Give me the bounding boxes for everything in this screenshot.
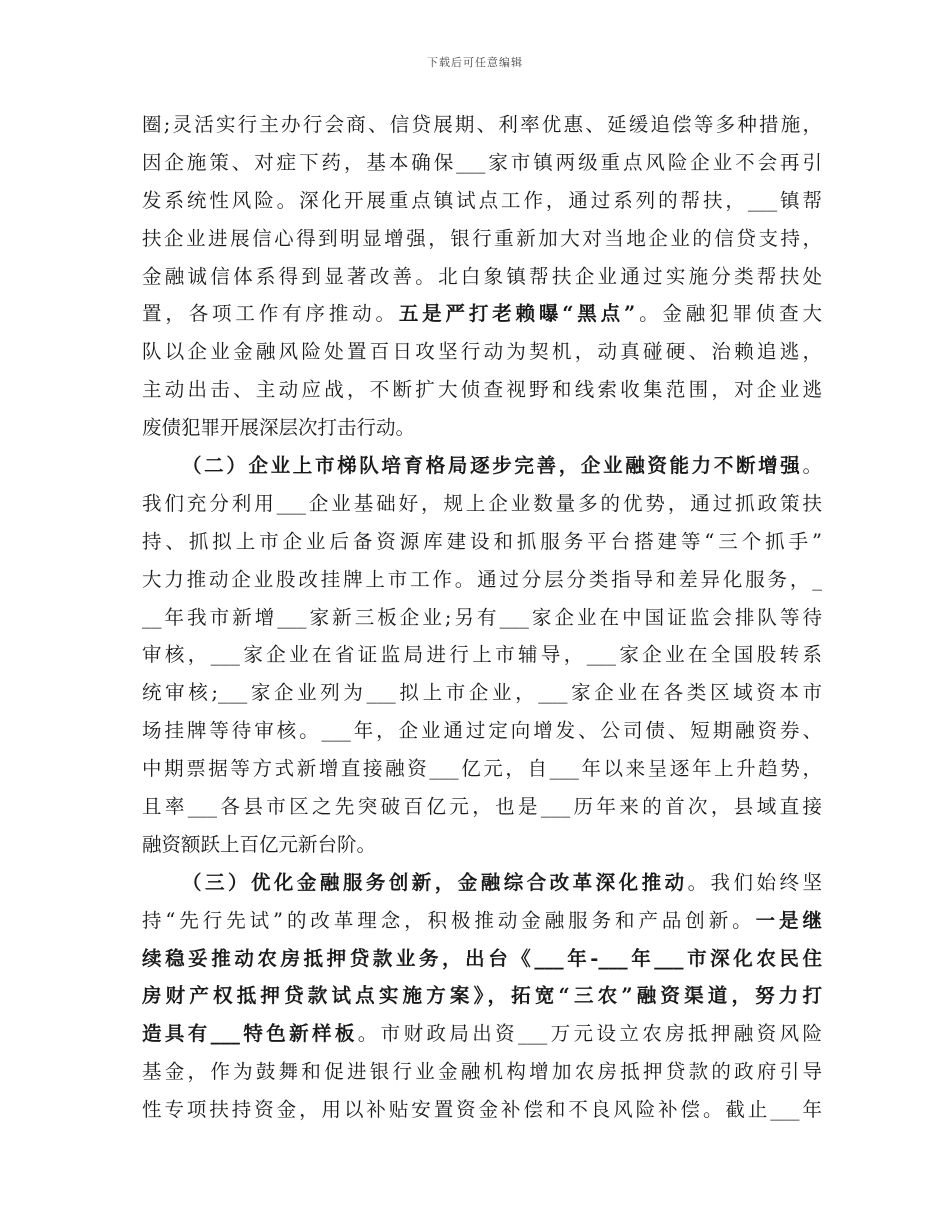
text-segment: 主动出击、主动应战，不断扩大侦查视野和线索收集范围，对企业逃 xyxy=(142,378,822,402)
text-segment: 废债犯罪开展深层次打击行动。 xyxy=(142,416,416,440)
text-line xyxy=(142,674,822,712)
bold-text-segment: 续稳妥推动农房抵押贷款业务，出台《___年-___年___市深化农民住 xyxy=(142,946,822,970)
text-segment: 融资额跃上百亿元新台阶。 xyxy=(142,832,377,856)
text-segment: 中期票据等方式新增直接融资___亿元，自___年以来呈逐年上升趋势， xyxy=(142,757,822,781)
text-segment: 。金融犯罪侦查大 xyxy=(635,302,822,326)
text-segment: 基金，作为鼓舞和促进银行业金融机构增加农房抵押贷款的政府引导 xyxy=(142,1060,822,1084)
bold-text-segment: 五是严打老赖曝“黑点” xyxy=(398,302,636,326)
text-segment: 我们充分利用___企业基础好，规上企业数量多的优势，通过抓政策扶 xyxy=(142,491,822,515)
text-line xyxy=(142,712,822,750)
text-segment: 持“先行先试”的改革理念，积极推动金融服务和产品创新。 xyxy=(142,908,756,932)
text-segment: 发系统性风险。深化开展重点镇试点工作，通过系列的帮扶，___镇帮 xyxy=(142,188,822,212)
text-segment: 因企施策、对症下药，基本确保___家市镇两级重点风险企业不会再引 xyxy=(142,150,822,174)
text-line xyxy=(142,523,822,561)
text-segment: 场挂牌等待审核。___年，企业通过定向增发、公司债、短期融资券、 xyxy=(142,719,822,743)
text-line xyxy=(142,220,822,258)
text-segment: 扶企业进展信心得到明显增强，银行重新加大对当地企业的信贷支持， xyxy=(142,226,822,250)
page-header: 下载后可任意编辑 xyxy=(427,56,523,69)
text-segment: 队以企业金融风险处置百日攻坚行动为契机，动真碰硬、治赖追逃， xyxy=(142,340,822,364)
document-body xyxy=(142,106,822,1129)
text-line xyxy=(142,750,822,788)
text-segment: 金融诚信体系得到显著改善。北白象镇帮扶企业通过实施分类帮扶处 xyxy=(142,264,822,288)
bold-text-segment: （二）企业上市梯队培育格局逐步完善，企业融资能力不断增强 xyxy=(182,454,803,478)
text-segment: 性专项扶持资金，用以补贴安置资金补偿和不良风险补偿。截止___年 xyxy=(142,1098,822,1122)
text-line xyxy=(142,409,822,447)
text-segment: 。 xyxy=(802,454,822,478)
text-line xyxy=(142,599,822,637)
text-line xyxy=(142,371,822,409)
text-segment: 圈;灵活实行主办行会商、信贷展期、利率优惠、延缓追偿等多种措施， xyxy=(142,113,822,136)
text-segment: 。市财政局出资___万元设立农房抵押融资风险 xyxy=(357,1022,822,1046)
text-line xyxy=(142,1091,822,1129)
bold-text-segment: （三）优化金融服务创新，金融综合改革深化推动 xyxy=(182,870,688,894)
text-line xyxy=(142,561,822,599)
text-segment: 统审核;___家企业列为___拟上市企业，___家企业在各类区域资本市 xyxy=(142,681,822,705)
text-line xyxy=(142,977,822,1015)
text-line xyxy=(142,826,822,864)
text-line xyxy=(142,1053,822,1091)
text-segment: 大力推动企业股改挂牌上市工作。通过分层分类指导和差异化服务，_ xyxy=(142,567,822,591)
text-line xyxy=(142,1015,822,1053)
text-segment: 持、抓拟上市企业后备资源库建设和抓服务平台搭建等“三个抓手” xyxy=(142,529,822,553)
text-segment: 置，各项工作有序推动。 xyxy=(142,302,399,326)
text-segment: __年我市新增___家新三板企业;另有___家企业在中国证监会排队等待 xyxy=(142,605,822,629)
bold-text-segment: 造具有___特色新样板 xyxy=(142,1022,358,1046)
text-line xyxy=(142,864,822,902)
bold-text-segment: 房财产权抵押贷款试点实施方案》，拓宽“三农”融资渠道，努力打 xyxy=(142,984,822,1008)
text-line xyxy=(142,447,822,485)
text-line xyxy=(142,144,822,182)
text-segment: 且率___各县市区之先突破百亿元，也是___历年来的首次，县域直接 xyxy=(142,795,822,819)
text-line xyxy=(142,940,822,978)
text-line xyxy=(142,636,822,674)
text-line xyxy=(142,106,822,144)
text-segment: 。我们始终坚 xyxy=(687,870,822,894)
text-line xyxy=(142,295,822,333)
text-line xyxy=(142,485,822,523)
text-line xyxy=(142,182,822,220)
bold-text-segment: 一是继 xyxy=(755,908,822,932)
text-line xyxy=(142,333,822,371)
text-line xyxy=(142,902,822,940)
text-line xyxy=(142,258,822,296)
text-line xyxy=(142,788,822,826)
text-segment: 审核，___家企业在省证监局进行上市辅导，___家企业在全国股转系 xyxy=(142,643,822,667)
